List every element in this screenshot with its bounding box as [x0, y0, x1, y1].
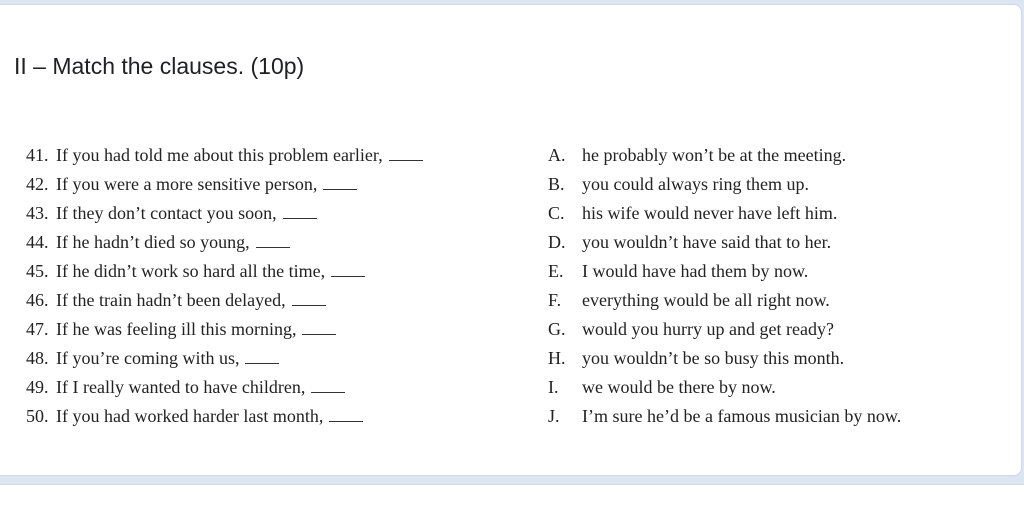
- option-item: [548, 344, 901, 373]
- clause-number: 50.: [26, 406, 49, 426]
- clause-number: 46.: [26, 290, 49, 310]
- option-item: [548, 402, 901, 431]
- option-text: he probably won’t be at the meeting.: [582, 145, 847, 165]
- option-text: I’m sure he’d be a famous musician by now.: [582, 406, 902, 426]
- answer-blank: [331, 260, 365, 277]
- clause-text: If he was feeling ill this morning,: [56, 319, 297, 339]
- answer-blank: [245, 347, 279, 364]
- question-card: [0, 4, 1022, 476]
- answer-blank: [329, 405, 363, 422]
- clause-item: [26, 141, 423, 170]
- clause-text: If you had told me about this problem earlier,: [56, 145, 383, 165]
- clause-number: 45.: [26, 261, 49, 281]
- answer-blank: [311, 376, 345, 393]
- option-letter: C.: [548, 203, 565, 223]
- clause-text: If they don’t contact you soon,: [56, 203, 277, 223]
- option-letter: D.: [548, 232, 566, 252]
- option-letter: H.: [548, 348, 566, 368]
- clause-text: If you had worked harder last month,: [56, 406, 324, 426]
- clause-list-left: [26, 141, 423, 431]
- answer-blank: [302, 318, 336, 335]
- option-item: [548, 286, 901, 315]
- option-item: [548, 315, 901, 344]
- clause-text: If he hadn’t died so young,: [56, 232, 250, 252]
- clause-text: If you were a more sensitive person,: [56, 174, 318, 194]
- clause-item: [26, 170, 423, 199]
- option-letter: J.: [548, 406, 560, 426]
- clause-text: If I really wanted to have children,: [56, 377, 306, 397]
- option-item: [548, 199, 901, 228]
- option-item: [548, 141, 901, 170]
- option-letter: F.: [548, 290, 562, 310]
- next-card-edge: [0, 484, 1024, 513]
- clause-number: 43.: [26, 203, 49, 223]
- answer-blank: [292, 289, 326, 306]
- option-text: everything would be all right now.: [582, 290, 830, 310]
- clause-item: [26, 315, 423, 344]
- clause-number: 41.: [26, 145, 49, 165]
- clause-number: 44.: [26, 232, 49, 252]
- answer-blank: [256, 231, 290, 248]
- option-item: [548, 257, 901, 286]
- clause-text: If you’re coming with us,: [56, 348, 240, 368]
- clause-item: [26, 228, 423, 257]
- option-letter: I.: [548, 377, 559, 397]
- clause-text: If the train hadn’t been delayed,: [56, 290, 286, 310]
- clause-item: [26, 402, 423, 431]
- option-text: I would have had them by now.: [582, 261, 809, 281]
- clause-item: [26, 199, 423, 228]
- section-title: II – Match the clauses. (10p): [14, 53, 305, 79]
- clause-list-right: [548, 141, 901, 431]
- answer-blank: [323, 173, 357, 190]
- option-text: you could always ring them up.: [582, 174, 809, 194]
- option-text: we would be there by now.: [582, 377, 776, 397]
- clause-text: If he didn’t work so hard all the time,: [56, 261, 326, 281]
- option-text: his wife would never have left him.: [582, 203, 838, 223]
- option-item: [548, 228, 901, 257]
- clause-item: [26, 373, 423, 402]
- clause-number: 49.: [26, 377, 49, 397]
- option-letter: E.: [548, 261, 564, 281]
- clause-item: [26, 286, 423, 315]
- option-text: you wouldn’t be so busy this month.: [582, 348, 845, 368]
- answer-blank: [283, 202, 317, 219]
- option-letter: B.: [548, 174, 565, 194]
- clause-item: [26, 257, 423, 286]
- clause-number: 42.: [26, 174, 49, 194]
- option-item: [548, 170, 901, 199]
- clause-number: 47.: [26, 319, 49, 339]
- clause-item: [26, 344, 423, 373]
- option-text: would you hurry up and get ready?: [582, 319, 834, 339]
- option-item: [548, 373, 901, 402]
- clause-number: 48.: [26, 348, 49, 368]
- option-letter: A.: [548, 145, 566, 165]
- answer-blank: [389, 144, 423, 161]
- option-text: you wouldn’t have said that to her.: [582, 232, 832, 252]
- option-letter: G.: [548, 319, 566, 339]
